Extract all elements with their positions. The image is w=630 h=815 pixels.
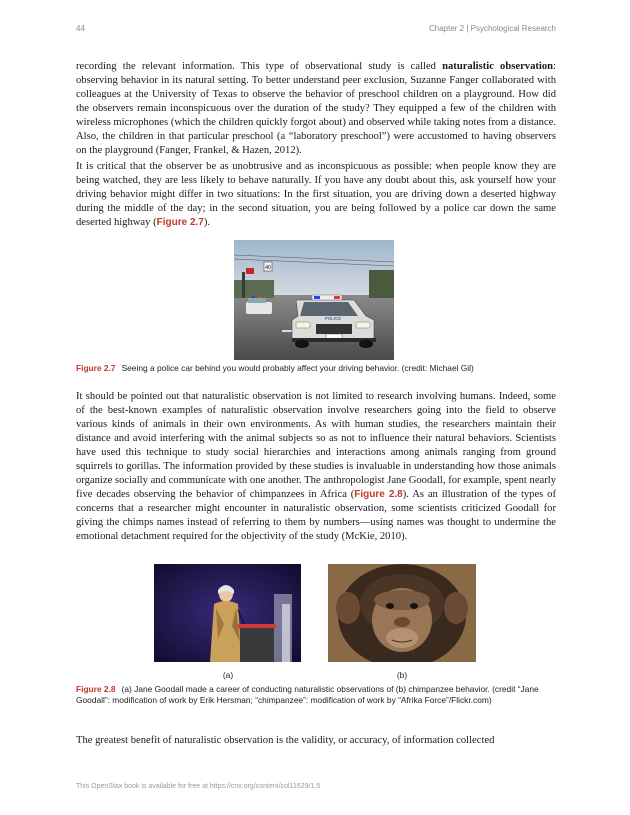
paragraph-text: ). <box>203 217 211 228</box>
figure-2-7-caption <box>76 363 556 374</box>
paragraph-text: ). As an illustration of the types of concerns that a researcher might encounter in naturalistic observation, some scientists criticized Goodall for giving the chimps names instead of referring to them by numbers—using names was thought to undermine the emotional detachment required for the objectivity of the study (McKie, 2010). <box>76 489 556 542</box>
page-number: 44 <box>76 24 85 33</box>
paragraph-text: The greatest benefit of naturalistic observation is the validity, or accuracy, of information collected <box>76 735 495 746</box>
speaker-illustration <box>154 564 301 662</box>
paragraph-text: recording the relevant information. This type of observational study is called <box>76 61 443 72</box>
figure-2-7-link[interactable]: Figure 2.7 <box>156 217 204 228</box>
figure-label: Figure 2.7 <box>76 363 116 373</box>
figure-2-8-link[interactable]: Figure 2.8 <box>354 489 403 500</box>
paragraph-benefit <box>76 734 556 748</box>
chapter-title: Chapter 2 | Psychological Research <box>428 24 556 33</box>
speed-limit-sign: 40 <box>265 265 271 271</box>
figure-2-8-caption <box>76 684 556 706</box>
police-hood-text: POLICE <box>324 316 342 321</box>
chimpanzee-photo <box>328 564 476 662</box>
police-car-illustration <box>234 240 394 360</box>
paragraph-observer-unobtrusive <box>76 160 556 230</box>
caption-text: Seeing a police car behind you would probably affect your driving behavior. (credit: Michael Gil) <box>121 363 474 373</box>
jane-goodall-photo <box>154 564 301 662</box>
caption-text: (a) Jane Goodall made a career of conducting naturalistic observations of (b) chimpanzee behavior. (credit “Jane Goodall”: modification of work by Erik Hersman; “chimpanzee”: modification of work by “Afrika Force”/Flickr.com) <box>76 684 539 705</box>
subfigure-a-label: (a) <box>222 670 234 680</box>
figure-label: Figure 2.8 <box>76 684 116 694</box>
chimpanzee-illustration <box>328 564 476 662</box>
subfigure-b-label: (b) <box>396 670 408 680</box>
paragraph-animal-observation <box>76 390 556 544</box>
paragraph-text: : observing behavior in its natural setting. To better understand peer exclusion, Suzanne Fanger collaborated with colleagues at the University of Texas to observe the behavior of preschool children on a playground. How did the observers remain inconspicuous over the duration of the study? They equipped a few of the children with wireless microphones (which the children quickly forgot about) and observed while taking notes from a distance. Also, the children in that particular preschool (a “laboratory preschool”) were accustomed to having observers on the playground (Fanger, Frankel, & Hazen, 2012). <box>76 61 556 156</box>
paragraph-text: It should be pointed out that naturalistic observation is not limited to research involving humans. Indeed, some of the best-known examples of naturalistic observation involve researchers going into the field to observe various kinds of animals in their own environments. As with human studies, the researchers maintain their distance and avoid interfering with the animal subjects so as not to influence their natural behaviors. Scientists have used this technique to study social hierarchies and interactions among animals ranging from ground squirrels to gorillas. The information provided by these studies is invaluable in understanding how those animals organize socially and communicate with one another. The anthropologist Jane Goodall, for example, spent nearly five decades observing the behavior of chimpanzees in Africa ( <box>76 391 556 500</box>
paragraph-naturalistic-observation <box>76 60 556 158</box>
page-footer: This OpenStax book is available for free at https://cnx.org/content/col11629/1.5 <box>76 783 321 790</box>
police-car-photo <box>234 240 394 360</box>
paragraph-text: It is critical that the observer be as unobtrusive and as inconspicuous as possible: when people know they are being watched, they are less likely to behave naturally. If you have any doubt about this, ask yourself how your driving behavior might differ in two situations: In the first situation, you are driving down a deserted highway during the middle of the day; in the second situation, you are being followed by a police car down the same deserted highway ( <box>76 161 556 228</box>
key-term: naturalistic observation <box>442 61 554 72</box>
